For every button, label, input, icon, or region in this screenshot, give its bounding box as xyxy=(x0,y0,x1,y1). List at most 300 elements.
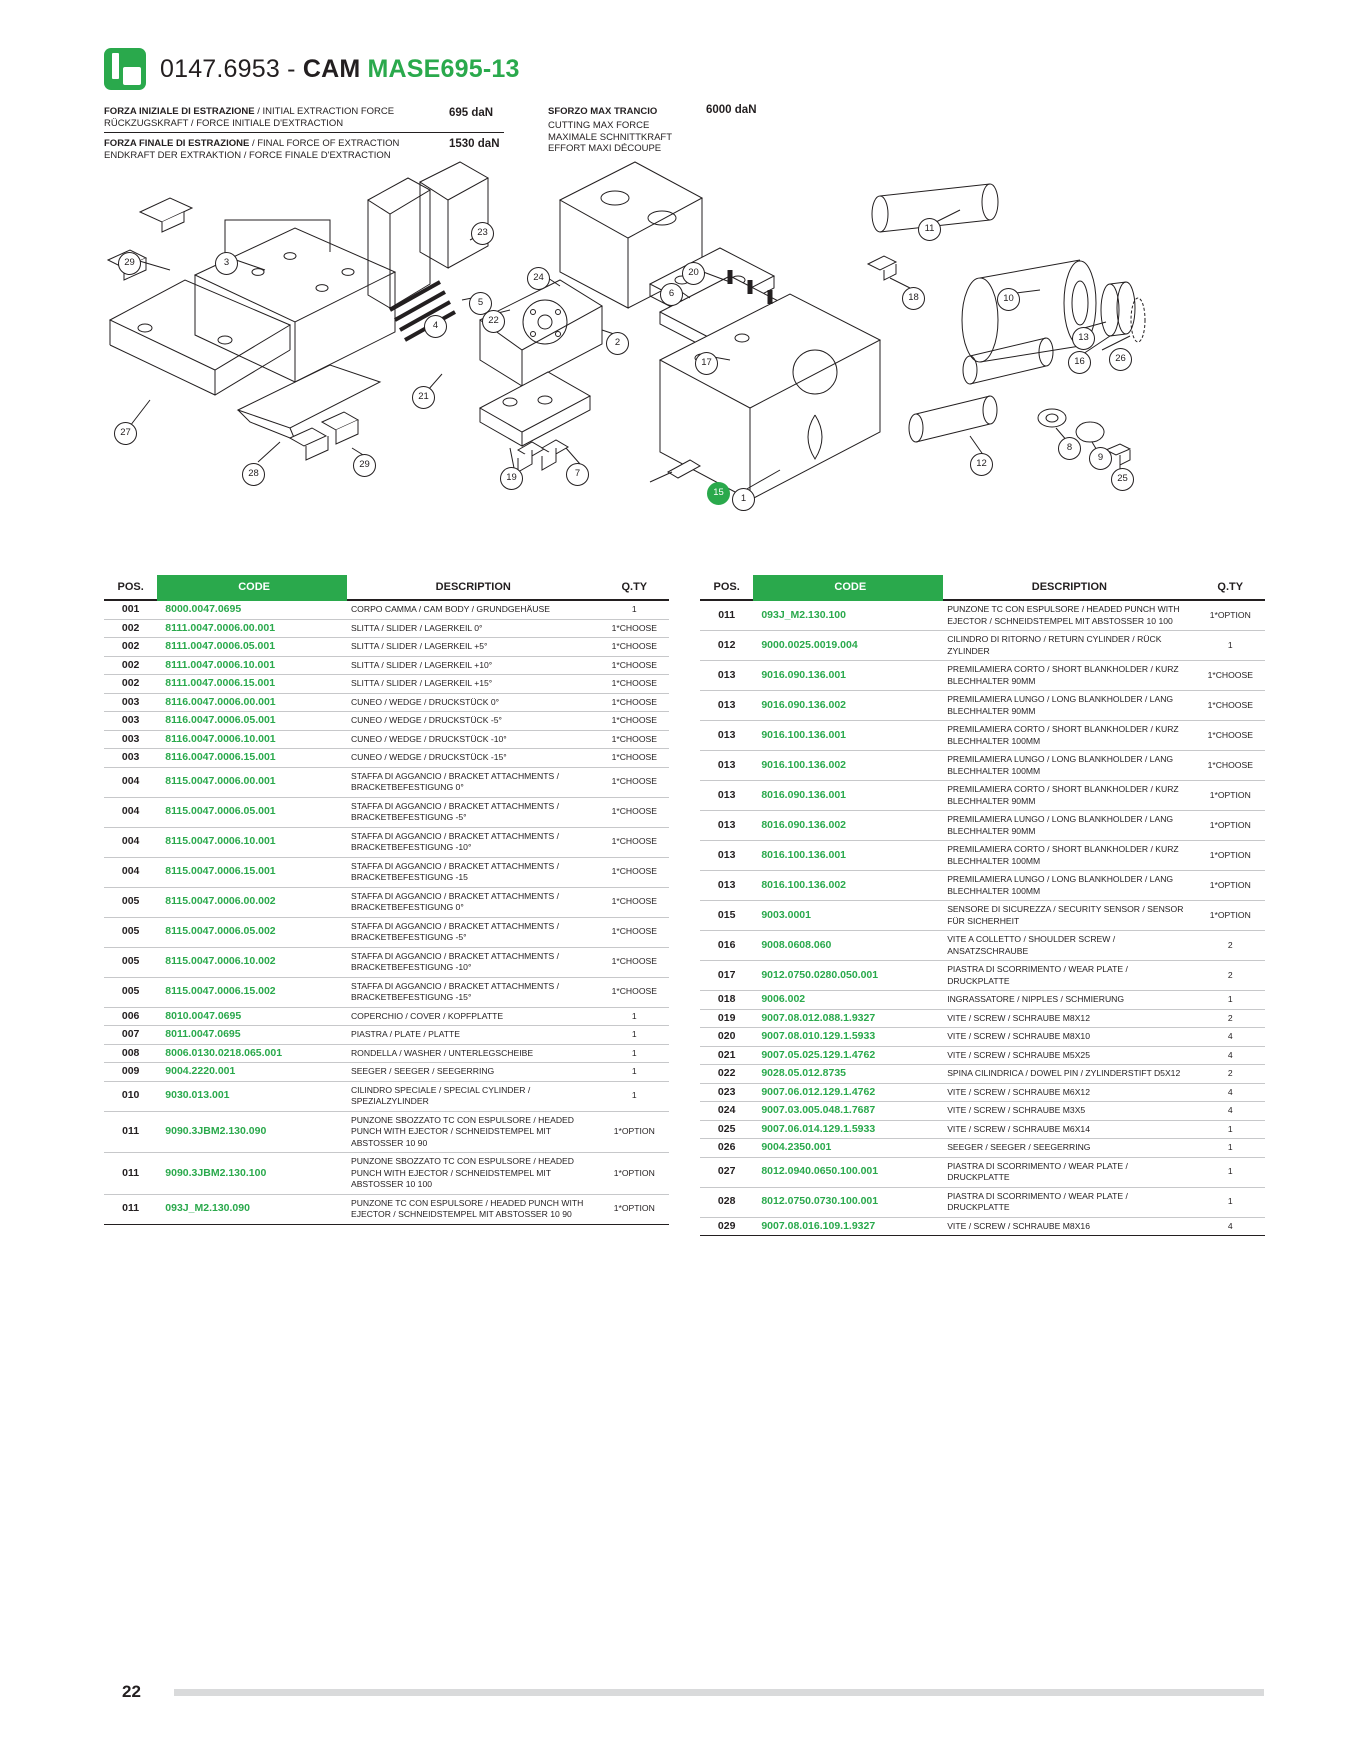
cell-code[interactable]: 8111.0047.0006.05.001 xyxy=(157,638,347,657)
cell-pos: 002 xyxy=(104,619,157,638)
cell-qty: 4 xyxy=(1196,1046,1265,1065)
table-row xyxy=(104,1063,669,1082)
cell-code[interactable]: 9004.2220.001 xyxy=(157,1063,347,1082)
cell-code[interactable]: 8000.0047.0695 xyxy=(157,600,347,619)
cell-pos: 013 xyxy=(700,721,753,751)
cell-qty: 1*CHOOSE xyxy=(1196,721,1265,751)
cell-pos: 011 xyxy=(700,600,753,631)
cell-pos: 003 xyxy=(104,712,157,731)
callout-7: 7 xyxy=(566,463,589,486)
cell-code[interactable]: 8115.0047.0006.00.001 xyxy=(157,767,347,797)
cell-code[interactable]: 9008.0608.060 xyxy=(753,931,943,961)
cell-qty: 1 xyxy=(1196,1157,1265,1187)
parts-table-left xyxy=(104,575,669,1225)
callout-22: 22 xyxy=(482,310,505,333)
table-row xyxy=(700,1157,1265,1187)
header-qty: Q.TY xyxy=(1196,575,1265,600)
page-number: 22 xyxy=(122,1682,141,1701)
cell-pos: 004 xyxy=(104,827,157,857)
cell-qty: 1*OPTION xyxy=(1196,600,1265,631)
cell-qty: 1*CHOOSE xyxy=(600,977,669,1007)
cell-qty: 1*CHOOSE xyxy=(600,827,669,857)
cell-pos: 007 xyxy=(104,1026,157,1045)
callout-4: 4 xyxy=(424,315,447,338)
cell-qty: 1*CHOOSE xyxy=(600,857,669,887)
table-row xyxy=(700,691,1265,721)
table-row xyxy=(700,1009,1265,1028)
cell-pos: 013 xyxy=(700,811,753,841)
callout-6: 6 xyxy=(660,283,683,306)
cell-code[interactable]: 8115.0047.0006.05.001 xyxy=(157,797,347,827)
header-pos: POS. xyxy=(104,575,157,600)
cell-description: CILINDRO DI RITORNO / RETURN CYLINDER / RÜCK ZYLINDER xyxy=(943,631,1195,661)
cell-code[interactable]: 8012.0750.0730.100.001 xyxy=(753,1187,943,1217)
cell-code[interactable]: 8011.0047.0695 xyxy=(157,1026,347,1045)
cell-pos: 011 xyxy=(104,1111,157,1153)
title-separator: - xyxy=(279,54,303,83)
table-row xyxy=(104,619,669,638)
table-row xyxy=(104,1081,669,1111)
cell-code[interactable]: 9030.013.001 xyxy=(157,1081,347,1111)
cell-code[interactable]: 8012.0940.0650.100.001 xyxy=(753,1157,943,1187)
callout-19: 19 xyxy=(500,467,523,490)
final-force-value: 1530 daN xyxy=(449,138,500,150)
cell-pos: 013 xyxy=(700,841,753,871)
cell-code[interactable]: 9004.2350.001 xyxy=(753,1139,943,1158)
cell-code[interactable]: 8111.0047.0006.00.001 xyxy=(157,619,347,638)
cell-qty: 1*CHOOSE xyxy=(1196,691,1265,721)
cell-description: STAFFA DI AGGANCIO / BRACKET ATTACHMENTS / BRACKETBEFESTIGUNG -10° xyxy=(347,827,600,857)
cell-description: CILINDRO SPECIALE / SPECIAL CYLINDER / SPEZIALZYLINDER xyxy=(347,1081,600,1111)
table-row xyxy=(700,871,1265,901)
cell-code[interactable]: 9007.06.012.129.1.4762 xyxy=(753,1083,943,1102)
header-description: DESCRIPTION xyxy=(347,575,600,600)
callout-8: 8 xyxy=(1058,437,1081,460)
cell-qty: 1*CHOOSE xyxy=(600,656,669,675)
cell-pos: 002 xyxy=(104,675,157,694)
cell-pos: 010 xyxy=(104,1081,157,1111)
cell-code[interactable]: 9090.3JBM2.130.090 xyxy=(157,1111,347,1153)
cell-pos: 011 xyxy=(104,1153,157,1195)
cell-code[interactable]: 9003.0001 xyxy=(753,901,943,931)
cell-code[interactable]: 9007.06.014.129.1.5933 xyxy=(753,1120,943,1139)
table-row xyxy=(104,767,669,797)
table-row xyxy=(700,600,1265,631)
table-row xyxy=(104,887,669,917)
cell-pos: 003 xyxy=(104,749,157,768)
cell-code[interactable]: 9007.05.025.129.1.4762 xyxy=(753,1046,943,1065)
cell-description: VITE / SCREW / SCHRAUBE M5X25 xyxy=(943,1046,1195,1065)
cell-code[interactable]: 8111.0047.0006.15.001 xyxy=(157,675,347,694)
cell-description: PREMILAMIERA LUNGO / LONG BLANKHOLDER / LANG BLECHHALTER 100MM xyxy=(943,871,1195,901)
cell-description: SENSORE DI SICUREZZA / SECURITY SENSOR / SENSOR FÜR SICHERHEIT xyxy=(943,901,1195,931)
table-row xyxy=(700,751,1265,781)
cell-qty: 1*CHOOSE xyxy=(600,712,669,731)
callout-20: 20 xyxy=(682,262,705,285)
cell-description: CUNEO / WEDGE / DRUCKSTÜCK -15° xyxy=(347,749,600,768)
cell-code[interactable]: 9007.08.012.088.1.9327 xyxy=(753,1009,943,1028)
cell-description: STAFFA DI AGGANCIO / BRACKET ATTACHMENTS / BRACKETBEFESTIGUNG -15 xyxy=(347,857,600,887)
cutting-force-label-it: SFORZO MAX TRANCIO xyxy=(548,106,658,117)
callout-10: 10 xyxy=(997,288,1020,311)
cell-pos: 024 xyxy=(700,1102,753,1121)
cell-qty: 4 xyxy=(1196,1083,1265,1102)
cell-description: PREMILAMIERA CORTO / SHORT BLANKHOLDER / KURZ BLECHHALTER 100MM xyxy=(943,721,1195,751)
table-row xyxy=(700,1187,1265,1217)
table-row xyxy=(104,947,669,977)
cell-description: VITE / SCREW / SCHRAUBE M6X12 xyxy=(943,1083,1195,1102)
cell-description: SLITTA / SLIDER / LAGERKEIL +10° xyxy=(347,656,600,675)
cell-pos: 013 xyxy=(700,751,753,781)
cell-code[interactable]: 8115.0047.0006.10.001 xyxy=(157,827,347,857)
initial-force-label-de: RÜCKZUGSKRAFT / FORCE INITIALE D'EXTRACTION xyxy=(104,117,344,129)
cell-code[interactable]: 9007.03.005.048.1.7687 xyxy=(753,1102,943,1121)
cell-pos: 028 xyxy=(700,1187,753,1217)
page-title xyxy=(160,55,520,84)
cell-description: RONDELLA / WASHER / UNTERLEGSCHEIBE xyxy=(347,1044,600,1063)
cell-description: VITE / SCREW / SCHRAUBE M8X10 xyxy=(943,1028,1195,1047)
table-row xyxy=(104,1194,669,1224)
table-row xyxy=(700,991,1265,1010)
table-row xyxy=(104,712,669,731)
cell-qty: 1 xyxy=(600,1044,669,1063)
callout-26: 26 xyxy=(1109,348,1132,371)
cell-pos: 013 xyxy=(700,871,753,901)
cell-pos: 026 xyxy=(700,1139,753,1158)
cell-qty: 1*CHOOSE xyxy=(600,947,669,977)
cell-description: SEEGER / SEEGER / SEEGERRING xyxy=(347,1063,600,1082)
initial-force-block xyxy=(104,106,449,129)
cell-code[interactable]: 9016.100.136.001 xyxy=(753,721,943,751)
table-row xyxy=(104,1111,669,1153)
cell-description: SEEGER / SEEGER / SEEGERRING xyxy=(943,1139,1195,1158)
cell-description: PREMILAMIERA LUNGO / LONG BLANKHOLDER / LANG BLECHHALTER 90MM xyxy=(943,811,1195,841)
parts-table-right xyxy=(700,575,1265,1236)
cell-qty: 2 xyxy=(1196,931,1265,961)
table-row xyxy=(700,811,1265,841)
cell-code[interactable]: 8016.090.136.001 xyxy=(753,781,943,811)
cell-description: STAFFA DI AGGANCIO / BRACKET ATTACHMENTS / BRACKETBEFESTIGUNG -5° xyxy=(347,917,600,947)
table-row xyxy=(700,901,1265,931)
cell-description: PREMILAMIERA CORTO / SHORT BLANKHOLDER / KURZ BLECHHALTER 100MM xyxy=(943,841,1195,871)
cell-description: STAFFA DI AGGANCIO / BRACKET ATTACHMENTS / BRACKETBEFESTIGUNG 0° xyxy=(347,887,600,917)
initial-force-label-en: / INITIAL EXTRACTION FORCE xyxy=(254,106,395,117)
cell-description: SLITTA / SLIDER / LAGERKEIL 0° xyxy=(347,619,600,638)
header-code: CODE xyxy=(157,575,347,600)
cell-pos: 019 xyxy=(700,1009,753,1028)
cell-pos: 013 xyxy=(700,661,753,691)
cell-code[interactable]: 8116.0047.0006.10.001 xyxy=(157,730,347,749)
cell-pos: 025 xyxy=(700,1120,753,1139)
cell-qty: 1*OPTION xyxy=(1196,811,1265,841)
cell-description: STAFFA DI AGGANCIO / BRACKET ATTACHMENTS / BRACKETBEFESTIGUNG -5° xyxy=(347,797,600,827)
callout-3: 3 xyxy=(215,252,238,275)
final-force-block xyxy=(104,138,449,161)
table-row xyxy=(104,749,669,768)
cell-description: CUNEO / WEDGE / DRUCKSTÜCK -10° xyxy=(347,730,600,749)
table-row xyxy=(700,1120,1265,1139)
cell-description: STAFFA DI AGGANCIO / BRACKET ATTACHMENTS / BRACKETBEFESTIGUNG -15° xyxy=(347,977,600,1007)
table-row xyxy=(700,961,1265,991)
final-force-label-it: FORZA FINALE DI ESTRAZIONE xyxy=(104,138,250,149)
cell-pos: 009 xyxy=(104,1063,157,1082)
table-row xyxy=(104,656,669,675)
cell-qty: 1 xyxy=(1196,1120,1265,1139)
callout-17: 17 xyxy=(695,352,718,375)
table-row xyxy=(104,1044,669,1063)
table-row xyxy=(700,1065,1265,1084)
cell-qty: 1*CHOOSE xyxy=(600,767,669,797)
cell-description: PUNZONE TC CON ESPULSORE / HEADED PUNCH WITH EJECTOR / SCHNEIDSTEMPEL MIT ABSTOSSER 10 90 xyxy=(347,1194,600,1224)
exploded-assembly-drawing xyxy=(90,160,1270,510)
cell-qty: 1*CHOOSE xyxy=(600,638,669,657)
cell-pos: 023 xyxy=(700,1083,753,1102)
cell-pos: 015 xyxy=(700,901,753,931)
table-row xyxy=(104,977,669,1007)
initial-force-label-it: FORZA INIZIALE DI ESTRAZIONE xyxy=(104,106,255,117)
cell-description: COPERCHIO / COVER / KOPFPLATTE xyxy=(347,1007,600,1026)
cell-description: SPINA CILINDRICA / DOWEL PIN / ZYLINDERSTIFT D5X12 xyxy=(943,1065,1195,1084)
table-row xyxy=(700,1217,1265,1236)
table-row xyxy=(700,781,1265,811)
cell-pos: 003 xyxy=(104,693,157,712)
table-row xyxy=(700,1139,1265,1158)
title-row xyxy=(104,46,1264,92)
cell-qty: 4 xyxy=(1196,1102,1265,1121)
brand-logo-icon xyxy=(104,48,146,90)
cell-qty: 1*CHOOSE xyxy=(600,749,669,768)
cell-code[interactable]: 9006.002 xyxy=(753,991,943,1010)
cell-pos: 017 xyxy=(700,961,753,991)
cell-qty: 1*OPTION xyxy=(600,1194,669,1224)
initial-force-value: 695 daN xyxy=(449,107,494,119)
cell-description: VITE A COLLETTO / SHOULDER SCREW / ANSATZSCHRAUBE xyxy=(943,931,1195,961)
cell-code[interactable]: 9016.100.136.002 xyxy=(753,751,943,781)
callout-1: 1 xyxy=(732,488,755,511)
cell-code[interactable]: 8115.0047.0006.15.001 xyxy=(157,857,347,887)
cell-pos: 027 xyxy=(700,1157,753,1187)
table-row xyxy=(104,797,669,827)
cell-pos: 012 xyxy=(700,631,753,661)
cell-code[interactable]: 8116.0047.0006.15.001 xyxy=(157,749,347,768)
cell-code[interactable]: 8111.0047.0006.10.001 xyxy=(157,656,347,675)
table-row xyxy=(700,661,1265,691)
header-pos: POS. xyxy=(700,575,753,600)
cell-description: PIASTRA DI SCORRIMENTO / WEAR PLATE / DRUCKPLATTE xyxy=(943,961,1195,991)
cell-code[interactable]: 093J_M2.130.090 xyxy=(157,1194,347,1224)
cell-qty: 1*OPTION xyxy=(1196,871,1265,901)
cell-pos: 002 xyxy=(104,656,157,675)
cell-pos: 008 xyxy=(104,1044,157,1063)
cell-pos: 004 xyxy=(104,857,157,887)
cell-qty: 1*CHOOSE xyxy=(600,917,669,947)
cell-qty: 1*CHOOSE xyxy=(600,675,669,694)
cell-description: PUNZONE SBOZZATO TC CON ESPULSORE / HEADED PUNCH WITH EJECTOR / SCHNEIDSTEMPEL MIT ABSTOSSER 10 90 xyxy=(347,1111,600,1153)
cell-code[interactable]: 8016.100.136.001 xyxy=(753,841,943,871)
cell-pos: 003 xyxy=(104,730,157,749)
cell-qty: 1*OPTION xyxy=(1196,841,1265,871)
final-force-label-en: / FINAL FORCE OF EXTRACTION xyxy=(249,138,400,149)
cell-pos: 005 xyxy=(104,887,157,917)
cell-code[interactable]: 093J_M2.130.100 xyxy=(753,600,943,631)
cell-code[interactable]: 8115.0047.0006.05.002 xyxy=(157,917,347,947)
cell-pos: 005 xyxy=(104,947,157,977)
table-header-row xyxy=(104,575,669,600)
cell-code[interactable]: 9007.08.010.129.1.5933 xyxy=(753,1028,943,1047)
cell-pos: 001 xyxy=(104,600,157,619)
callout-29: 29 xyxy=(118,252,141,275)
cell-code[interactable]: 9000.0025.0019.004 xyxy=(753,631,943,661)
callout-18: 18 xyxy=(902,287,925,310)
cell-description: PUNZONE SBOZZATO TC CON ESPULSORE / HEADED PUNCH WITH EJECTOR / SCHNEIDSTEMPEL MIT ABSTOSSER 10 100 xyxy=(347,1153,600,1195)
table-row xyxy=(104,730,669,749)
cell-qty: 1 xyxy=(1196,1139,1265,1158)
cell-qty: 1*CHOOSE xyxy=(600,730,669,749)
cell-code[interactable]: 9090.3JBM2.130.100 xyxy=(157,1153,347,1195)
callout-29: 29 xyxy=(353,454,376,477)
cell-description: PREMILAMIERA CORTO / SHORT BLANKHOLDER / KURZ BLECHHALTER 90MM xyxy=(943,661,1195,691)
cell-description: PIASTRA / PLATE / PLATTE xyxy=(347,1026,600,1045)
callout-15: 15 xyxy=(707,482,730,505)
cell-qty: 1*OPTION xyxy=(600,1111,669,1153)
cell-code[interactable]: 8010.0047.0695 xyxy=(157,1007,347,1026)
specs-right-column xyxy=(548,106,808,155)
specs-divider xyxy=(104,132,504,133)
cell-code[interactable]: 9016.090.136.001 xyxy=(753,661,943,691)
callout-24: 24 xyxy=(527,267,550,290)
cutting-force-label-de: MAXIMALE SCHNITTKRAFT xyxy=(548,131,673,143)
header-description: DESCRIPTION xyxy=(943,575,1195,600)
cell-qty: 1 xyxy=(600,1007,669,1026)
cell-code[interactable]: 8115.0047.0006.00.002 xyxy=(157,887,347,917)
cell-description: PREMILAMIERA CORTO / SHORT BLANKHOLDER / KURZ BLECHHALTER 90MM xyxy=(943,781,1195,811)
cell-description: PIASTRA DI SCORRIMENTO / WEAR PLATE / DRUCKPLATTE xyxy=(943,1157,1195,1187)
cell-description: VITE / SCREW / SCHRAUBE M8X12 xyxy=(943,1009,1195,1028)
cell-pos: 013 xyxy=(700,781,753,811)
cell-description: PUNZONE TC CON ESPULSORE / HEADED PUNCH WITH EJECTOR / SCHNEIDSTEMPEL MIT ABSTOSSER 10 100 xyxy=(943,600,1195,631)
cell-code[interactable]: 9007.08.016.109.1.9327 xyxy=(753,1217,943,1236)
cutting-force-label-fr: EFFORT MAXI DÉCOUPE xyxy=(548,143,662,154)
table-row xyxy=(104,1007,669,1026)
table-row xyxy=(104,600,669,619)
cell-code[interactable]: 9012.0750.0280.050.001 xyxy=(753,961,943,991)
cell-pos: 021 xyxy=(700,1046,753,1065)
final-force-label-de: ENDKRAFT DER EXTRAKTION / FORCE FINALE D'EXTRACTION xyxy=(104,149,391,161)
cell-pos: 005 xyxy=(104,977,157,1007)
cell-code[interactable]: 8016.090.136.002 xyxy=(753,811,943,841)
callout-27: 27 xyxy=(114,422,137,445)
callout-12: 12 xyxy=(970,453,993,476)
cell-qty: 1 xyxy=(600,1063,669,1082)
table-row xyxy=(700,1102,1265,1121)
table-row xyxy=(104,917,669,947)
cell-qty: 4 xyxy=(1196,1028,1265,1047)
cell-description: VITE / SCREW / SCHRAUBE M3X5 xyxy=(943,1102,1195,1121)
cell-description: PREMILAMIERA LUNGO / LONG BLANKHOLDER / LANG BLECHHALTER 100MM xyxy=(943,751,1195,781)
cell-code[interactable]: 8115.0047.0006.10.002 xyxy=(157,947,347,977)
cell-qty: 4 xyxy=(1196,1217,1265,1236)
cell-code[interactable]: 8016.100.136.002 xyxy=(753,871,943,901)
table-row xyxy=(700,1083,1265,1102)
cell-code[interactable]: 8115.0047.0006.15.002 xyxy=(157,977,347,1007)
table-row xyxy=(700,1028,1265,1047)
cell-description: STAFFA DI AGGANCIO / BRACKET ATTACHMENTS / BRACKETBEFESTIGUNG 0° xyxy=(347,767,600,797)
cell-description: CUNEO / WEDGE / DRUCKSTÜCK -5° xyxy=(347,712,600,731)
cell-qty: 1*OPTION xyxy=(600,1153,669,1195)
cell-code[interactable]: 8006.0130.0218.065.001 xyxy=(157,1044,347,1063)
cell-qty: 1 xyxy=(600,600,669,619)
cell-qty: 1 xyxy=(600,1081,669,1111)
cell-qty: 2 xyxy=(1196,961,1265,991)
cell-description: VITE / SCREW / SCHRAUBE M6X14 xyxy=(943,1120,1195,1139)
cell-pos: 004 xyxy=(104,767,157,797)
callout-13: 13 xyxy=(1072,327,1095,350)
cell-pos: 002 xyxy=(104,638,157,657)
page-header xyxy=(104,46,1264,92)
table-row xyxy=(700,631,1265,661)
cell-description: INGRASSATORE / NIPPLES / SCHMIERUNG xyxy=(943,991,1195,1010)
cell-pos: 004 xyxy=(104,797,157,827)
cell-qty: 1 xyxy=(1196,631,1265,661)
cell-code[interactable]: 8116.0047.0006.05.001 xyxy=(157,712,347,731)
table-row xyxy=(104,857,669,887)
cell-pos: 022 xyxy=(700,1065,753,1084)
table-row xyxy=(104,1153,669,1195)
cell-description: PIASTRA DI SCORRIMENTO / WEAR PLATE / DRUCKPLATTE xyxy=(943,1187,1195,1217)
cell-qty: 1*CHOOSE xyxy=(600,619,669,638)
table-row xyxy=(104,827,669,857)
cell-qty: 1*CHOOSE xyxy=(1196,751,1265,781)
cell-code[interactable]: 8116.0047.0006.00.001 xyxy=(157,693,347,712)
cell-description: STAFFA DI AGGANCIO / BRACKET ATTACHMENTS / BRACKETBEFESTIGUNG -10° xyxy=(347,947,600,977)
cell-code[interactable]: 9028.05.012.8735 xyxy=(753,1065,943,1084)
title-code: 0147.6953 xyxy=(160,54,280,83)
cell-pos: 006 xyxy=(104,1007,157,1026)
table-header-row xyxy=(700,575,1265,600)
cell-qty: 1*CHOOSE xyxy=(600,887,669,917)
title-cam-label: CAM xyxy=(302,54,361,83)
cell-pos: 013 xyxy=(700,691,753,721)
callout-2: 2 xyxy=(606,332,629,355)
cell-qty: 1 xyxy=(1196,991,1265,1010)
cutting-force-label-en: CUTTING MAX FORCE xyxy=(548,120,650,131)
cell-description: SLITTA / SLIDER / LAGERKEIL +5° xyxy=(347,638,600,657)
table-row xyxy=(104,1026,669,1045)
cell-pos: 029 xyxy=(700,1217,753,1236)
callout-21: 21 xyxy=(412,386,435,409)
table-row xyxy=(700,841,1265,871)
header-qty: Q.TY xyxy=(600,575,669,600)
callout-25: 25 xyxy=(1111,468,1134,491)
cell-qty: 2 xyxy=(1196,1009,1265,1028)
cell-qty: 1*OPTION xyxy=(1196,781,1265,811)
page-footer xyxy=(104,1682,1264,1702)
callout-16: 16 xyxy=(1068,351,1091,374)
cell-pos: 020 xyxy=(700,1028,753,1047)
cell-description: CUNEO / WEDGE / DRUCKSTÜCK 0° xyxy=(347,693,600,712)
header-code: CODE xyxy=(753,575,943,600)
table-row xyxy=(700,1046,1265,1065)
cell-code[interactable]: 9016.090.136.002 xyxy=(753,691,943,721)
cell-qty: 1*CHOOSE xyxy=(600,693,669,712)
callout-11: 11 xyxy=(918,218,941,241)
callout-28: 28 xyxy=(242,463,265,486)
cell-qty: 1*CHOOSE xyxy=(1196,661,1265,691)
footer-bar xyxy=(174,1689,1264,1696)
cell-qty: 2 xyxy=(1196,1065,1265,1084)
cutting-force-value: 6000 daN xyxy=(706,104,757,116)
cell-description: SLITTA / SLIDER / LAGERKEIL +15° xyxy=(347,675,600,694)
